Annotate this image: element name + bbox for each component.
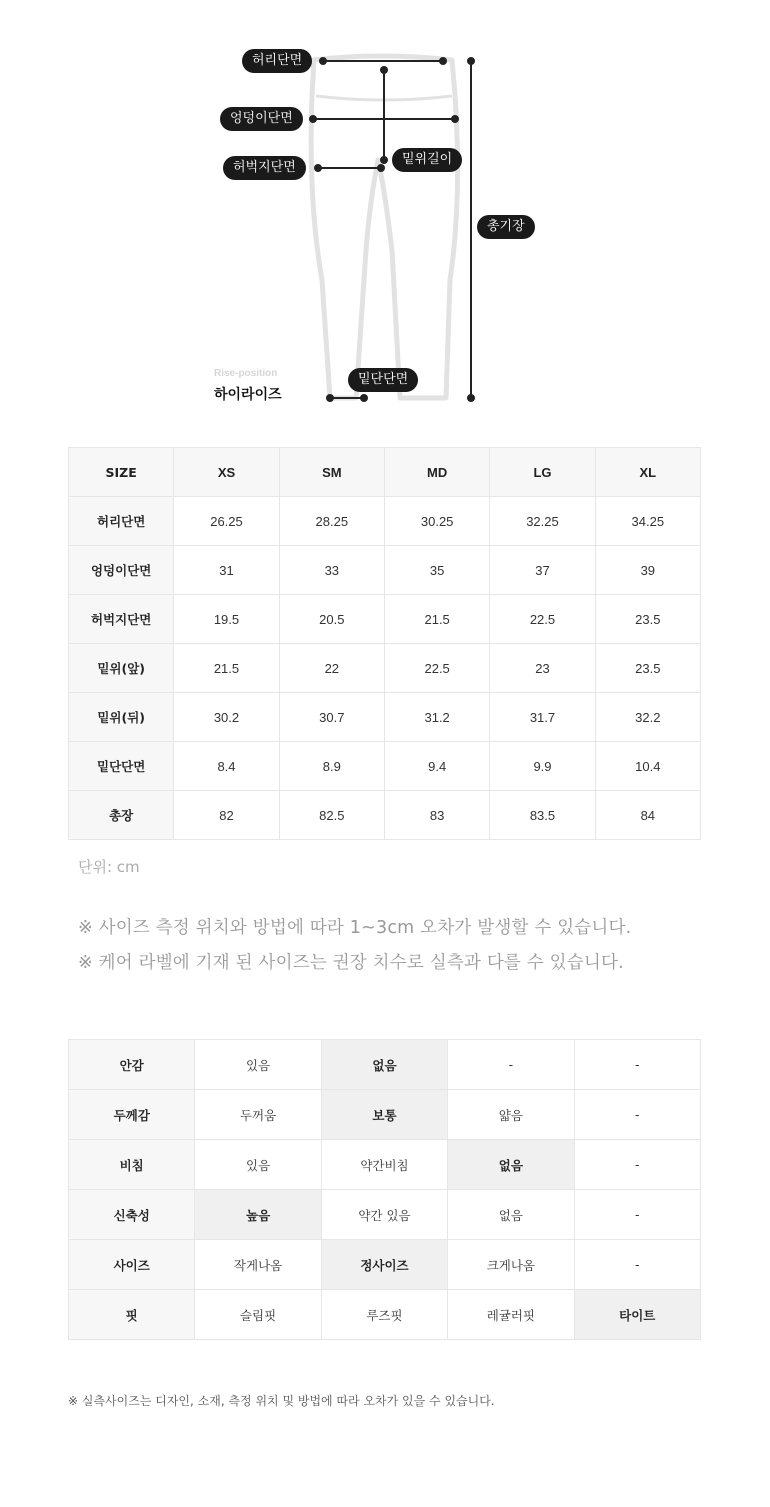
attribute-option: 루즈핏 — [321, 1290, 447, 1340]
size-row-label: 총장 — [69, 791, 174, 840]
size-value-cell: 9.4 — [384, 742, 489, 791]
attribute-label: 안감 — [69, 1040, 195, 1090]
size-value-cell: 22.5 — [490, 595, 595, 644]
table-row — [69, 1090, 701, 1140]
attribute-label: 신축성 — [69, 1190, 195, 1240]
table-row — [69, 1140, 701, 1190]
size-value-cell: 9.9 — [490, 742, 595, 791]
size-value-cell: 19.5 — [174, 595, 279, 644]
attribute-option-selected: 정사이즈 — [321, 1240, 447, 1290]
table-row — [69, 1240, 701, 1290]
attribute-option-selected: 없음 — [448, 1140, 574, 1190]
table-row — [69, 1040, 701, 1090]
attribute-option-selected: 없음 — [321, 1040, 447, 1090]
rise-position-value: 하이라이즈 — [214, 387, 282, 403]
size-value-cell: 21.5 — [384, 595, 489, 644]
attribute-label: 사이즈 — [69, 1240, 195, 1290]
attribute-option-selected: 보통 — [321, 1090, 447, 1140]
size-value-cell: 28.25 — [279, 497, 384, 546]
attribute-option: 작게나옴 — [195, 1240, 321, 1290]
size-value-cell: 32.25 — [490, 497, 595, 546]
attribute-option: - — [574, 1240, 700, 1290]
label-hem: 밑단단면 — [348, 368, 418, 392]
attribute-option: 얇음 — [448, 1090, 574, 1140]
attribute-option: 크게나옴 — [448, 1240, 574, 1290]
size-value-cell: 22.5 — [384, 644, 489, 693]
size-value-cell: 31 — [174, 546, 279, 595]
label-total-length: 총기장 — [477, 215, 535, 239]
unit-label: 단위: cm — [78, 858, 140, 876]
size-value-cell: 30.25 — [384, 497, 489, 546]
pants-outline-icon — [0, 0, 770, 420]
size-value-cell: 33 — [279, 546, 384, 595]
size-value-cell: 37 — [490, 546, 595, 595]
size-value-cell: 21.5 — [174, 644, 279, 693]
table-row — [69, 546, 701, 595]
size-value-cell: 23.5 — [595, 644, 700, 693]
attribute-option: - — [574, 1190, 700, 1240]
size-value-cell: 26.25 — [174, 497, 279, 546]
attribute-option: 없음 — [448, 1190, 574, 1240]
table-row — [69, 644, 701, 693]
attribute-option: 있음 — [195, 1140, 321, 1190]
size-table-header — [69, 448, 701, 497]
label-thigh: 허벅지단면 — [223, 156, 306, 180]
table-row — [69, 595, 701, 644]
note-measurement: ※ 사이즈 측정 위치와 방법에 따라 1~3cm 오차가 발생할 수 있습니다. — [78, 918, 632, 938]
size-value-cell: 23.5 — [595, 595, 700, 644]
size-value-cell: 35 — [384, 546, 489, 595]
size-value-cell: 23 — [490, 644, 595, 693]
size-value-cell: 82 — [174, 791, 279, 840]
size-value-cell: 8.9 — [279, 742, 384, 791]
attribute-option-selected: 타이트 — [574, 1290, 700, 1340]
note-care-label: ※ 케어 라벨에 기재 된 사이즈는 권장 치수로 실측과 다를 수 있습니다. — [78, 953, 624, 973]
attribute-label: 두께감 — [69, 1090, 195, 1140]
attribute-label: 비침 — [69, 1140, 195, 1190]
size-value-cell: 30.7 — [279, 693, 384, 742]
size-value-cell: 39 — [595, 546, 700, 595]
size-value-cell: 82.5 — [279, 791, 384, 840]
size-row-label: 밑위(앞) — [69, 644, 174, 693]
size-row-label: 밑단단면 — [69, 742, 174, 791]
label-waist: 허리단면 — [242, 49, 312, 73]
table-row — [69, 1190, 701, 1240]
table-row — [69, 1290, 701, 1340]
size-header-cell: XS — [174, 448, 279, 497]
size-value-cell: 20.5 — [279, 595, 384, 644]
attribute-label: 핏 — [69, 1290, 195, 1340]
size-header-label: SIZE — [69, 448, 174, 497]
size-row-label: 밑위(뒤) — [69, 693, 174, 742]
size-value-cell: 10.4 — [595, 742, 700, 791]
size-value-cell: 83 — [384, 791, 489, 840]
attribute-option: - — [448, 1040, 574, 1090]
size-header-cell: XL — [595, 448, 700, 497]
label-rise: 밑위길이 — [392, 148, 462, 172]
size-value-cell: 32.2 — [595, 693, 700, 742]
attribute-option-selected: 높음 — [195, 1190, 321, 1240]
size-header-cell: LG — [490, 448, 595, 497]
attribute-option: 두꺼움 — [195, 1090, 321, 1140]
size-value-cell: 31.2 — [384, 693, 489, 742]
footnote: ※ 실측사이즈는 디자인, 소재, 측정 위치 및 방법에 따라 오차가 있을 수 있습니다. — [68, 1394, 495, 1408]
size-value-cell: 8.4 — [174, 742, 279, 791]
attribute-option: - — [574, 1040, 700, 1090]
rise-position-caption: Rise-position — [214, 368, 278, 379]
size-row-label: 허벅지단면 — [69, 595, 174, 644]
size-value-cell: 84 — [595, 791, 700, 840]
size-row-label: 엉덩이단면 — [69, 546, 174, 595]
attribute-option: - — [574, 1140, 700, 1190]
attribute-option: - — [574, 1090, 700, 1140]
size-header-cell: MD — [384, 448, 489, 497]
attribute-option: 약간비침 — [321, 1140, 447, 1190]
fabric-attribute-table — [68, 1039, 701, 1340]
table-row — [69, 791, 701, 840]
size-value-cell: 34.25 — [595, 497, 700, 546]
size-table — [68, 447, 701, 840]
table-row — [69, 497, 701, 546]
size-header-cell: SM — [279, 448, 384, 497]
size-row-label: 허리단면 — [69, 497, 174, 546]
size-value-cell: 83.5 — [490, 791, 595, 840]
size-value-cell: 22 — [279, 644, 384, 693]
attribute-option: 있음 — [195, 1040, 321, 1090]
table-row — [69, 693, 701, 742]
attribute-option: 약간 있음 — [321, 1190, 447, 1240]
attribute-option: 레귤러핏 — [448, 1290, 574, 1340]
size-value-cell: 31.7 — [490, 693, 595, 742]
table-row — [69, 742, 701, 791]
measurement-diagram — [0, 0, 770, 420]
size-value-cell: 30.2 — [174, 693, 279, 742]
attribute-option: 슬림핏 — [195, 1290, 321, 1340]
label-hip: 엉덩이단면 — [220, 107, 303, 131]
